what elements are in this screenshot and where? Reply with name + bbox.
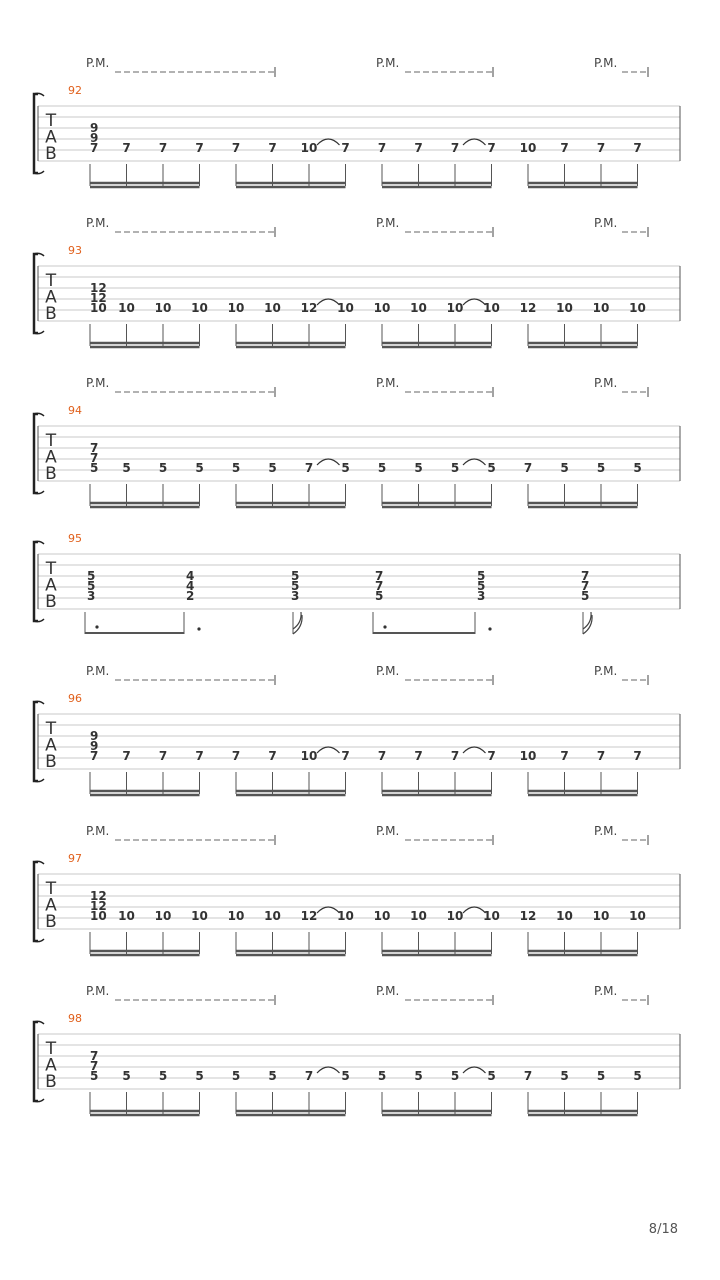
fret-number: 5	[450, 1069, 460, 1083]
fret-number: 7	[560, 141, 569, 155]
measure-number: 98	[68, 1012, 82, 1025]
measure-number: 94	[68, 404, 82, 417]
fret-number: 10	[227, 301, 245, 315]
palm-mute-label: P.M.	[594, 376, 618, 390]
fret-number: 10	[118, 301, 135, 315]
fret-number: 7	[596, 141, 606, 155]
hammer-on-slur	[463, 907, 486, 913]
chord-fret-number: 5	[87, 579, 96, 593]
fret-number: 5	[231, 1069, 241, 1083]
dot	[197, 627, 200, 630]
fret-number: 10	[519, 141, 537, 155]
palm-mute-label: P.M.	[86, 376, 110, 390]
fret-number: 7	[90, 749, 99, 763]
system-93	[34, 216, 680, 347]
chord-fret-number: 2	[186, 589, 195, 603]
tab-clef-letter: A	[45, 287, 57, 308]
fret-number: 5	[122, 1069, 131, 1083]
fret-number: 7	[633, 141, 642, 155]
chord-fret-number: 7	[375, 579, 384, 593]
tab-clef-letter: B	[45, 464, 57, 484]
tab-clef-letter: A	[45, 575, 57, 596]
tab-clef-letter: T	[45, 271, 57, 291]
measure-number: 97	[68, 852, 82, 865]
system-98	[34, 984, 680, 1115]
chord-fret-number: 5	[87, 569, 96, 583]
chord-fret-number: 5	[477, 569, 486, 583]
fret-number: 7	[523, 1069, 533, 1083]
fret-number: 10	[446, 909, 464, 923]
fret-number: 7	[158, 749, 168, 763]
fret-number: 10	[410, 909, 427, 923]
tab-clef-letter: A	[45, 447, 57, 468]
measure-number: 92	[68, 84, 82, 97]
palm-mute-label: P.M.	[376, 216, 400, 230]
fret-number: 7	[231, 141, 241, 155]
fret-number: 12	[300, 909, 318, 923]
chord-fret-number: 4	[186, 579, 195, 593]
fret-number: 5	[487, 1069, 496, 1083]
fret-number: 5	[596, 461, 606, 475]
fret-number: 7	[304, 1069, 314, 1083]
fret-number: 12	[90, 889, 107, 903]
palm-mute-label: P.M.	[86, 664, 110, 678]
hammer-on-slur	[463, 747, 486, 753]
chord-fret-number: 7	[375, 569, 384, 583]
fret-number: 10	[191, 301, 208, 315]
fret-number: 10	[264, 301, 281, 315]
tab-clef-letter: B	[45, 1072, 57, 1092]
fret-number: 10	[483, 301, 500, 315]
fret-number: 10	[556, 909, 573, 923]
tab-clef-letter: B	[45, 592, 57, 612]
hammer-on-slur	[463, 459, 486, 465]
chord-fret-number: 5	[291, 579, 300, 593]
fret-number: 7	[596, 749, 606, 763]
fret-number: 7	[377, 749, 387, 763]
system-bracket	[34, 862, 38, 941]
fret-number: 10	[373, 909, 391, 923]
fret-number: 10	[264, 909, 281, 923]
fret-number: 7	[268, 749, 277, 763]
dot	[95, 625, 98, 628]
fret-number: 12	[519, 909, 537, 923]
fret-number: 5	[633, 1069, 642, 1083]
palm-mute-label: P.M.	[594, 664, 618, 678]
system-bracket	[34, 542, 38, 621]
fret-number: 5	[195, 461, 204, 475]
fret-number: 10	[629, 301, 646, 315]
fret-number: 5	[487, 461, 496, 475]
fret-number: 7	[450, 749, 460, 763]
chord-fret-number: 3	[87, 589, 96, 603]
tab-clef-letter: T	[45, 719, 57, 739]
chord-fret-number: 7	[581, 569, 590, 583]
fret-number: 5	[414, 461, 423, 475]
chord-fret-number: 4	[186, 569, 195, 583]
fret-number: 7	[450, 141, 460, 155]
fret-number: 10	[154, 301, 172, 315]
palm-mute-label: P.M.	[376, 376, 400, 390]
fret-number: 10	[337, 909, 354, 923]
fret-number: 5	[377, 461, 387, 475]
fret-number: 10	[410, 301, 427, 315]
system-bracket	[34, 1022, 38, 1101]
fret-number: 10	[629, 909, 646, 923]
fret-number: 9	[90, 131, 99, 145]
fret-number: 5	[560, 461, 569, 475]
hammer-on-slur	[463, 299, 486, 305]
system-97	[34, 824, 680, 955]
fret-number: 10	[519, 749, 537, 763]
system-bracket	[34, 414, 38, 493]
palm-mute-label: P.M.	[376, 984, 400, 998]
fret-number: 5	[341, 1069, 350, 1083]
chord-fret-number: 3	[477, 589, 486, 603]
fret-number: 9	[90, 739, 99, 753]
palm-mute-label: P.M.	[594, 824, 618, 838]
fret-number: 5	[414, 1069, 423, 1083]
hammer-on-slur	[317, 1067, 340, 1073]
fret-number: 10	[154, 909, 172, 923]
fret-number: 7	[341, 749, 350, 763]
fret-number: 7	[122, 141, 131, 155]
fret-number: 5	[268, 461, 277, 475]
fret-number: 10	[446, 301, 464, 315]
system-bracket	[34, 702, 38, 781]
hammer-on-slur	[463, 1067, 486, 1073]
measure-number: 95	[68, 532, 82, 545]
tab-clef-letter: B	[45, 144, 57, 164]
fret-number: 7	[122, 749, 131, 763]
fret-number: 5	[560, 1069, 569, 1083]
tab-clef-letter: A	[45, 895, 57, 916]
fret-number: 7	[268, 141, 277, 155]
tab-clef-letter: T	[45, 559, 57, 579]
palm-mute-label: P.M.	[86, 216, 110, 230]
fret-number: 5	[195, 1069, 204, 1083]
system-94	[34, 376, 680, 507]
tab-clef-letter: A	[45, 1055, 57, 1076]
tab-clef-letter: T	[45, 111, 57, 131]
hammer-on-slur	[317, 299, 340, 305]
palm-mute-label: P.M.	[376, 664, 400, 678]
tab-clef-letter: B	[45, 304, 57, 324]
system-92	[34, 56, 680, 187]
tab-clef-letter: B	[45, 752, 57, 772]
fret-number: 10	[556, 301, 573, 315]
palm-mute-label: P.M.	[86, 56, 110, 70]
fret-number: 7	[231, 749, 241, 763]
fret-number: 5	[341, 461, 350, 475]
fret-number: 12	[519, 301, 537, 315]
fret-number: 10	[90, 909, 107, 923]
fret-number: 12	[90, 899, 107, 913]
measure-number: 96	[68, 692, 82, 705]
palm-mute-label: P.M.	[86, 824, 110, 838]
fret-number: 5	[268, 1069, 277, 1083]
palm-mute-label: P.M.	[86, 984, 110, 998]
fret-number: 10	[300, 141, 318, 155]
palm-mute-label: P.M.	[594, 984, 618, 998]
system-bracket	[34, 94, 38, 173]
fret-number: 10	[592, 301, 610, 315]
fret-number: 9	[90, 121, 99, 135]
system-95	[34, 532, 680, 634]
fret-number: 5	[377, 1069, 387, 1083]
fret-number: 7	[487, 141, 496, 155]
hammer-on-slur	[317, 907, 340, 913]
dot	[488, 627, 491, 630]
system-96	[34, 664, 680, 795]
fret-number: 7	[523, 461, 533, 475]
palm-mute-label: P.M.	[376, 56, 400, 70]
fret-number: 5	[158, 1069, 168, 1083]
fret-number: 5	[90, 1069, 99, 1083]
fret-number: 7	[487, 749, 496, 763]
fret-number: 10	[373, 301, 391, 315]
palm-mute-label: P.M.	[594, 56, 618, 70]
fret-number: 7	[158, 141, 168, 155]
page-number: 8/18	[648, 1222, 678, 1237]
fret-number: 5	[122, 461, 131, 475]
fret-number: 7	[560, 749, 569, 763]
fret-number: 10	[300, 749, 318, 763]
chord-fret-number: 5	[581, 589, 590, 603]
fret-number: 5	[90, 461, 99, 475]
fret-number: 12	[90, 281, 107, 295]
fret-number: 7	[90, 451, 99, 465]
fret-number: 12	[300, 301, 318, 315]
tab-clef-letter: A	[45, 735, 57, 756]
fret-number: 9	[90, 729, 99, 743]
fret-number: 10	[191, 909, 208, 923]
fret-number: 5	[450, 461, 460, 475]
hammer-on-slur	[317, 139, 340, 145]
fret-number: 5	[158, 461, 168, 475]
hammer-on-slur	[317, 459, 340, 465]
fret-number: 7	[341, 141, 350, 155]
hammer-on-slur	[463, 139, 486, 145]
fret-number: 10	[592, 909, 610, 923]
fret-number: 7	[633, 749, 642, 763]
measure-number: 93	[68, 244, 82, 257]
fret-number: 7	[414, 141, 423, 155]
palm-mute-label: P.M.	[376, 824, 400, 838]
chord-fret-number: 5	[375, 589, 384, 603]
tab-clef-letter: B	[45, 912, 57, 932]
fret-number: 5	[596, 1069, 606, 1083]
fret-number: 7	[304, 461, 314, 475]
fret-number: 10	[227, 909, 245, 923]
fret-number: 5	[633, 461, 642, 475]
tab-clef-letter: A	[45, 127, 57, 148]
system-bracket	[34, 254, 38, 333]
fret-number: 7	[414, 749, 423, 763]
hammer-on-slur	[317, 747, 340, 753]
fret-number: 10	[483, 909, 500, 923]
chord-fret-number: 7	[581, 579, 590, 593]
fret-number: 7	[90, 1049, 99, 1063]
fret-number: 7	[195, 749, 204, 763]
fret-number: 7	[377, 141, 387, 155]
fret-number: 5	[231, 461, 241, 475]
fret-number: 10	[337, 301, 354, 315]
fret-number: 7	[195, 141, 204, 155]
tab-clef-letter: T	[45, 431, 57, 451]
fret-number: 7	[90, 441, 99, 455]
chord-fret-number: 5	[477, 579, 486, 593]
fret-number: 10	[90, 301, 107, 315]
palm-mute-label: P.M.	[594, 216, 618, 230]
tab-clef-letter: T	[45, 1039, 57, 1059]
fret-number: 7	[90, 1059, 99, 1073]
chord-fret-number: 5	[291, 569, 300, 583]
fret-number: 10	[118, 909, 135, 923]
fret-number: 12	[90, 291, 107, 305]
dot	[383, 625, 386, 628]
fret-number: 7	[90, 141, 99, 155]
chord-fret-number: 3	[291, 589, 300, 603]
tab-clef-letter: T	[45, 879, 57, 899]
